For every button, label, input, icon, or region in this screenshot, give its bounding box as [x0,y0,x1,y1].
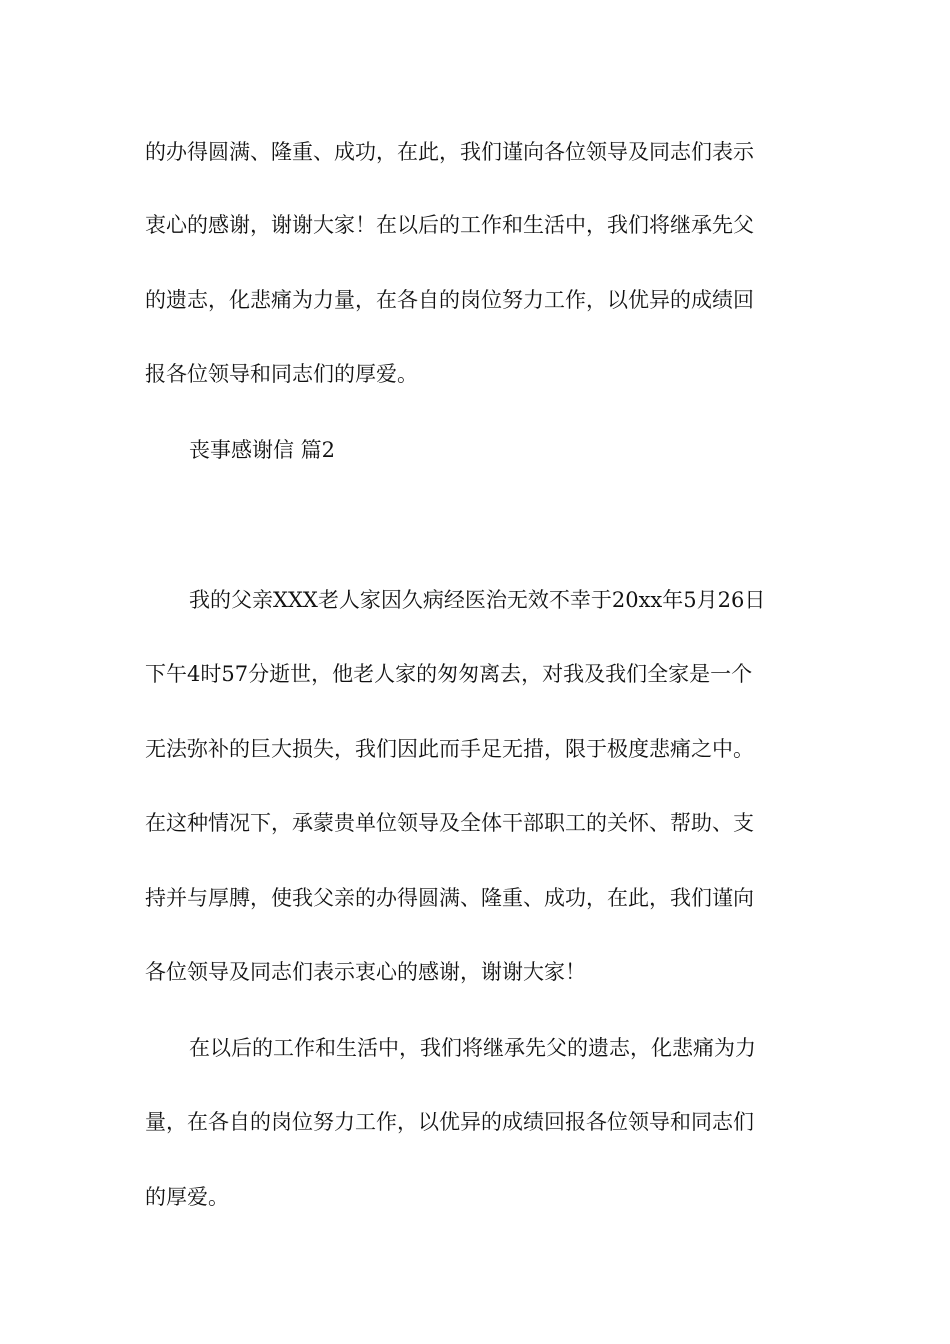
text-line: 的办得圆满、隆重、成功，在此，我们谨向各位领导及同志们表示 [145,140,754,164]
text-line: 在这种情况下，承蒙贵单位领导及全体干部职工的关怀、帮助、支 [145,811,754,835]
text-line: 无法弥补的巨大损失，我们因此而手足无措，限于极度悲痛之中。 [145,737,754,761]
text-line: 的遗志，化悲痛为力量，在各自的岗位努力工作，以优异的成绩回 [145,288,754,312]
text-line: 持并与厚膊，使我父亲的办得圆满、隆重、成功，在此，我们谨向 [145,886,754,910]
text-line: 报各位领导和同志们的厚爱。 [145,362,418,386]
text-line: 各位领导及同志们表示衷心的感谢，谢谢大家！ [145,960,586,984]
text-line: 我的父亲XXX老人家因久病经医治无效不幸于20xx年5月26日 [189,588,766,612]
section-heading: 丧事感谢信 篇2 [189,438,336,462]
text-line: 在以后的工作和生活中，我们将继承先父的遗志，化悲痛为力 [189,1036,756,1060]
text-line: 的厚爱。 [145,1185,229,1209]
text-line: 衷心的感谢，谢谢大家！在以后的工作和生活中，我们将继承先父 [145,213,754,237]
text-line: 下午4时57分逝世，他老人家的匆匆离去，对我及我们全家是一个 [145,662,753,686]
text-line: 量，在各自的岗位努力工作，以优异的成绩回报各位领导和同志们 [145,1110,754,1134]
